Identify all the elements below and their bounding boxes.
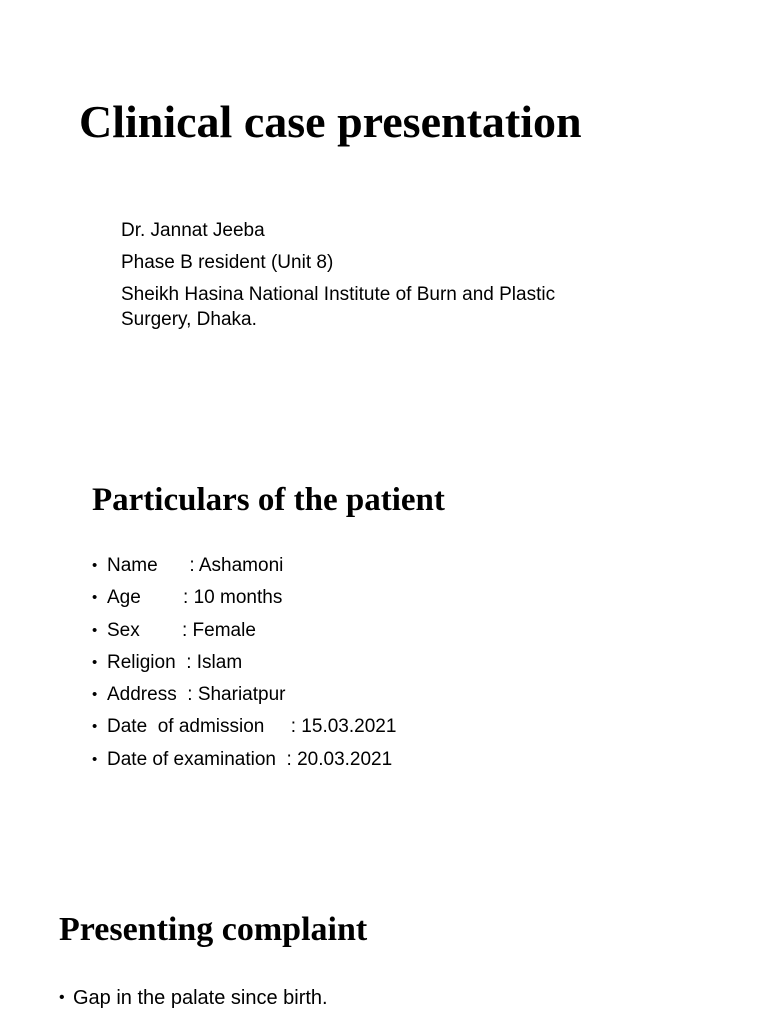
author-block <box>121 218 641 332</box>
list-item <box>92 679 396 711</box>
bullet-icon: • <box>92 557 98 574</box>
author-name: Dr. Jannat Jeeba <box>121 220 265 241</box>
list-item <box>59 983 328 1013</box>
patient-particulars-list <box>92 550 396 776</box>
list-item <box>92 711 396 743</box>
list-item-text: Age : 10 months <box>107 587 283 609</box>
list-item <box>92 744 396 776</box>
bullet-icon: • <box>92 750 98 768</box>
institution-line-1: Sheikh Hasina National Institute of Burn and Plastic <box>121 284 556 305</box>
author-role: Phase B resident (Unit 8) <box>121 252 334 273</box>
section-title-particulars: Particulars of the patient <box>92 482 445 518</box>
list-item-text: Sex : Female <box>107 619 256 641</box>
section-title-presenting-complaint: Presenting complaint <box>59 911 368 948</box>
page-title: Clinical case presentation <box>79 96 582 147</box>
bullet-icon: • <box>59 989 65 1006</box>
bullet-icon: • <box>92 718 98 736</box>
list-item-text: Address : Shariatpur <box>107 684 286 706</box>
bullet-icon: • <box>92 621 98 639</box>
list-item-text: Name : Ashamoni <box>107 555 284 576</box>
list-item-text: Date of examination : 20.03.2021 <box>107 748 393 770</box>
bullet-icon: • <box>92 589 98 607</box>
list-item <box>92 550 396 582</box>
bullet-icon: • <box>92 686 98 704</box>
presenting-complaint-list <box>59 983 328 1013</box>
list-item <box>92 582 396 614</box>
institution-line-2: Surgery, Dhaka. <box>121 309 257 330</box>
list-item-text: Date of admission : 15.03.2021 <box>107 716 397 738</box>
list-item-text: Religion : Islam <box>107 651 243 673</box>
list-item-text: Gap in the palate since birth. <box>73 987 328 1009</box>
list-item <box>92 647 396 679</box>
bullet-icon: • <box>92 653 98 671</box>
list-item <box>92 615 396 647</box>
